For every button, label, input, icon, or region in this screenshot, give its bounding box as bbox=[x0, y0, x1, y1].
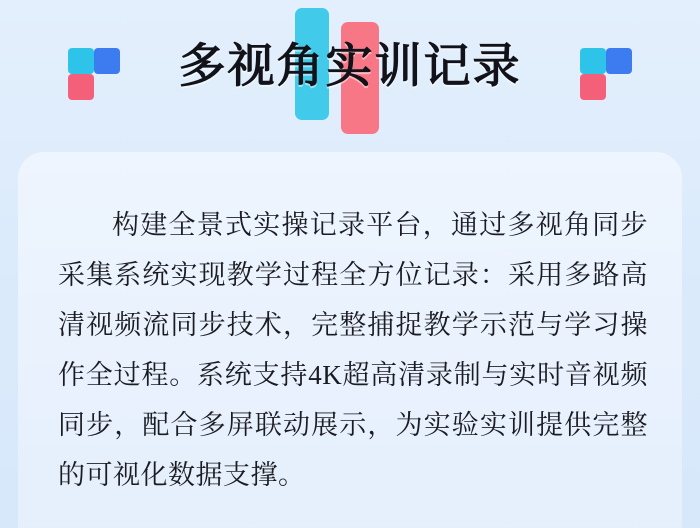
body-paragraph: 构建全景式实操记录平台，通过多视角同步采集系统实现教学过程全方位记录：采用多路高清视频流同步技术，完整捕捉教学示范与学习操作全过程。系统支持4K超高清录制与实时音视频同步，配合多屏联动展示，为实验实训提供完整的可视化数据支撑。 bbox=[58, 210, 648, 490]
poster-header bbox=[0, 0, 700, 150]
page-title: 多视角实训记录 bbox=[178, 39, 522, 92]
content-card bbox=[18, 152, 682, 528]
